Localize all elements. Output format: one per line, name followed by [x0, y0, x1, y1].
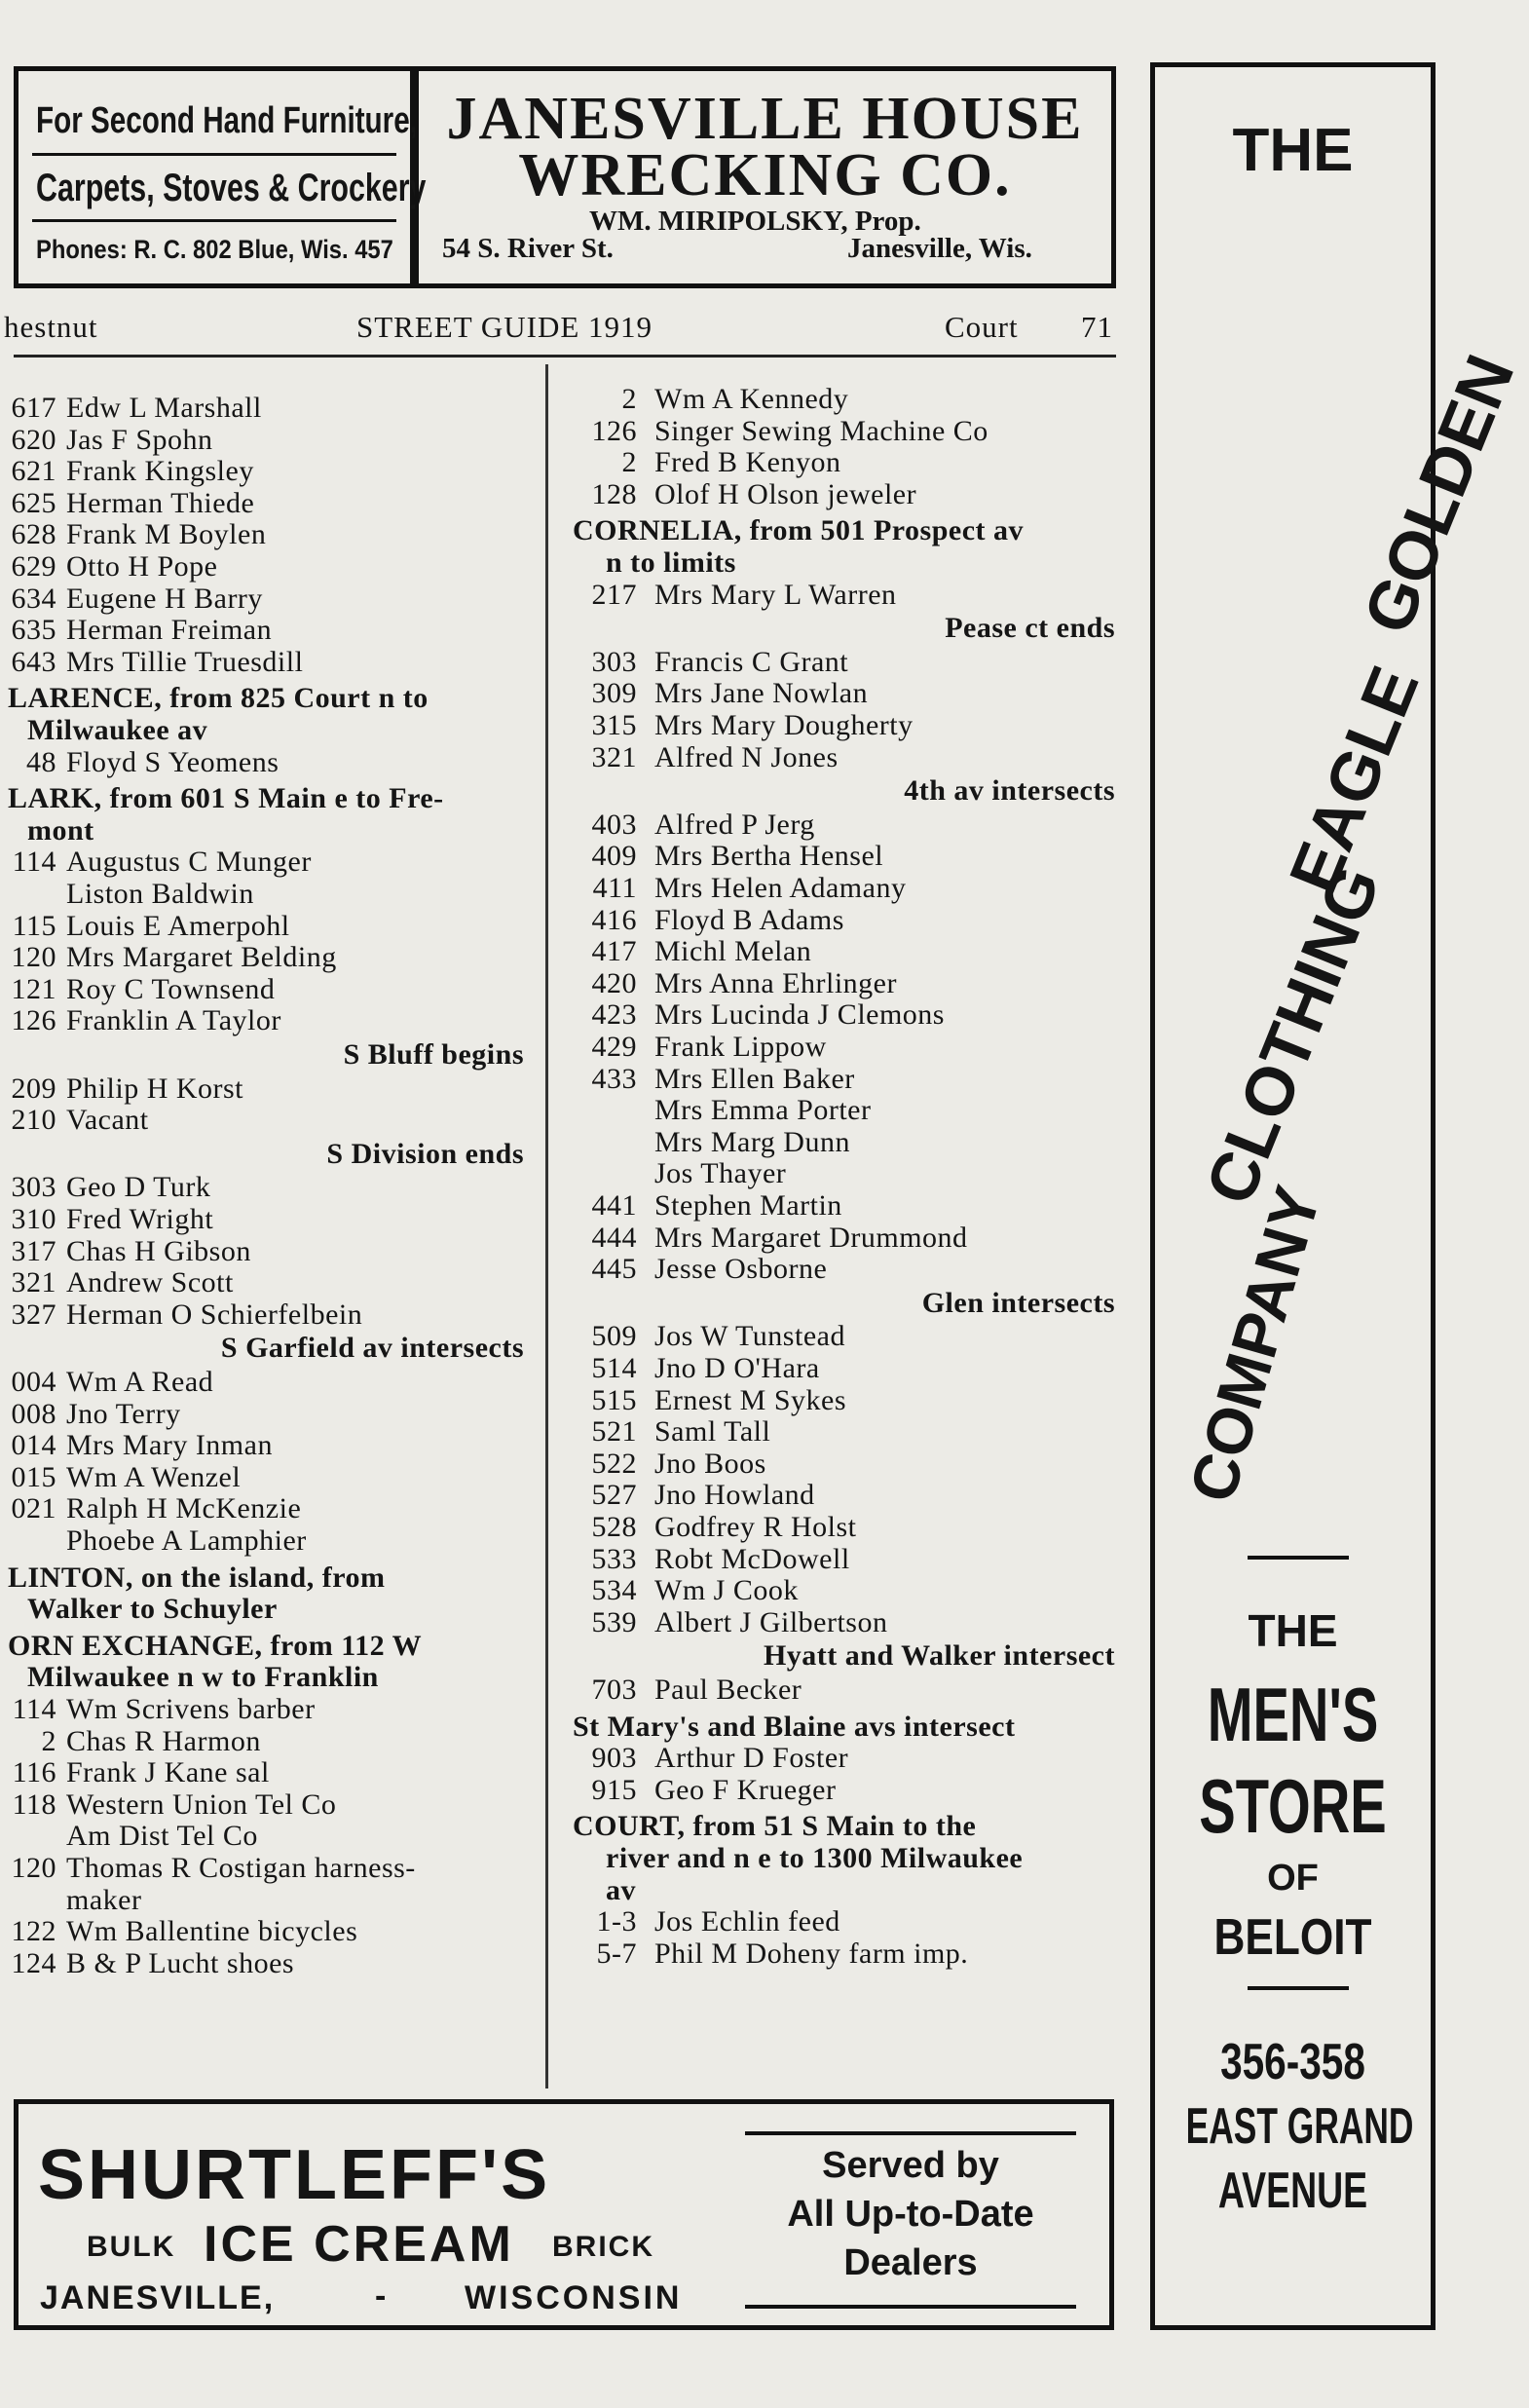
house-number: 403 [591, 808, 637, 841]
resident-name: Wm A Kennedy [654, 383, 849, 415]
resident-name: Otto H Pope [66, 550, 218, 583]
house-number: 625 [11, 486, 56, 519]
shurtleff-ad-city: JANESVILLE, [40, 2279, 276, 2316]
resident-name: Edw L Marshall [66, 392, 262, 424]
house-number: 116 [12, 1756, 56, 1789]
resident-name: Geo F Krueger [654, 1773, 837, 1806]
house-number: 321 [11, 1266, 56, 1299]
shurtleff-ad-name: SHURTLEFF'S [38, 2136, 551, 2214]
resident-name: Floyd S Yeomens [66, 745, 280, 778]
house-number: 310 [11, 1203, 56, 1235]
resident-name: Andrew Scott [66, 1266, 234, 1299]
cross-street-note: S Bluff begins [343, 1038, 524, 1071]
house-number: 915 [591, 1773, 637, 1806]
house-number: 514 [591, 1352, 637, 1384]
resident-name: Louis E Amerpohl [66, 909, 290, 942]
resident-name: Michl Melan [654, 935, 812, 968]
house-number: 2 [41, 1724, 56, 1757]
eagle-ad-street: EAST GRAND [1185, 2098, 1414, 2155]
resident-name: maker [66, 1883, 142, 1916]
eagle-ad-golden: GOLDEN [1348, 344, 1529, 644]
resident-name: Herman O Schierfelbein [66, 1298, 363, 1331]
resident-name: Frank J Kane sal [66, 1756, 270, 1789]
house-number: 327 [11, 1298, 56, 1331]
wrecking-ad-title2: WRECKING CO. [518, 142, 1012, 208]
house-number: 417 [591, 935, 637, 968]
resident-name: Mrs Margaret Drummond [654, 1221, 968, 1254]
resident-name: Stephen Martin [654, 1189, 842, 1222]
resident-name: Ralph H McKenzie [66, 1492, 302, 1525]
house-number: 209 [11, 1072, 56, 1105]
resident-name: Jesse Osborne [654, 1253, 828, 1286]
resident-name: Augustus C Munger [66, 846, 312, 879]
golden-eagle-ad [1150, 62, 1529, 2330]
house-number: 420 [591, 966, 637, 999]
resident-name: Fred B Kenyon [654, 446, 841, 479]
house-number: 620 [11, 423, 56, 456]
eagle-ad-the: THE [1232, 117, 1354, 184]
house-number: 120 [11, 1852, 56, 1884]
house-number: 621 [11, 455, 56, 488]
eagle-ad-of: OF [1267, 1858, 1319, 1899]
resident-name: Jas F Spohn [66, 423, 213, 456]
resident-name: Herman Freiman [66, 614, 273, 647]
house-number: 124 [11, 1946, 56, 1979]
resident-name: Jos Echlin feed [654, 1905, 840, 1938]
cross-street-note: Hyatt and Walker intersect [763, 1639, 1115, 1673]
resident-name: Frank Lippow [654, 1031, 827, 1063]
house-number: 903 [591, 1742, 637, 1775]
resident-name: Jos Thayer [654, 1157, 787, 1190]
resident-name: Mrs Mary Dougherty [654, 709, 914, 741]
furniture-ad [14, 66, 427, 288]
resident-name: Mrs Tillie Truesdill [66, 645, 304, 678]
resident-name: Jno Boos [654, 1447, 766, 1480]
resident-name: Am Dist Tel Co [66, 1820, 258, 1853]
resident-name: Frank M Boylen [66, 518, 267, 551]
house-number: 217 [591, 578, 637, 611]
resident-name: Mrs Mary L Warren [654, 578, 897, 611]
header-right-street: Court [945, 310, 1019, 344]
resident-name: Thomas R Costigan harness- [66, 1852, 416, 1884]
shurtleff-ad-served3: Dealers [843, 2242, 978, 2283]
resident-name: Mrs Anna Ehrlinger [654, 966, 897, 999]
street-heading: n to limits [606, 546, 736, 579]
house-number: 126 [11, 1004, 56, 1037]
resident-name: Ernest M Sykes [654, 1383, 846, 1416]
house-number: 2 [621, 383, 637, 415]
resident-name: Vacant [66, 1104, 149, 1137]
house-number: 5-7 [596, 1937, 637, 1970]
resident-name: Mrs Marg Dunn [654, 1125, 850, 1158]
header-page-number: 71 [1081, 310, 1113, 344]
wrecking-ad-title1: JANESVILLE HOUSE [446, 86, 1084, 152]
house-number: 429 [591, 1031, 637, 1063]
street-heading: LARK, from 601 S Main e to Fre- [8, 782, 444, 815]
eagle-ad-rule [1248, 1986, 1349, 1990]
resident-name: Mrs Margaret Belding [66, 941, 337, 974]
street-heading: LARENCE, from 825 Court n to [8, 682, 429, 715]
resident-name: Roy C Townsend [66, 972, 276, 1005]
resident-name: Phil M Doheny farm imp. [654, 1937, 969, 1970]
street-heading: ORN EXCHANGE, from 112 W [8, 1629, 423, 1662]
resident-name: Robt McDowell [654, 1542, 850, 1575]
wrecking-ad-city: Janesville, Wis. [847, 233, 1032, 264]
house-number: 114 [12, 1693, 56, 1725]
house-number: 122 [11, 1915, 56, 1948]
house-number: 008 [11, 1397, 56, 1430]
resident-name: Paul Becker [654, 1674, 802, 1706]
resident-name: Chas H Gibson [66, 1234, 251, 1267]
house-number: 48 [26, 745, 56, 778]
resident-name: Alfred P Jerg [654, 808, 815, 841]
eagle-ad-number: 356-358 [1220, 2034, 1365, 2090]
resident-name: Wm A Wenzel [66, 1460, 242, 1493]
street-heading: Milwaukee av [27, 714, 208, 746]
cross-street-note: S Garfield av intersects [220, 1332, 524, 1365]
house-number: 416 [591, 903, 637, 936]
resident-name: Saml Tall [654, 1415, 771, 1449]
resident-name: Wm J Cook [654, 1574, 799, 1607]
house-number: 014 [11, 1429, 56, 1462]
house-number: 433 [591, 1062, 637, 1095]
shurtleff-ad-served-box [745, 2131, 1076, 2309]
house-number: 120 [11, 941, 56, 974]
house-number: 114 [12, 846, 56, 879]
house-number: 015 [11, 1460, 56, 1493]
resident-name: Mrs Mary Inman [66, 1429, 273, 1462]
eagle-ad-the2: THE [1248, 1605, 1338, 1656]
resident-name: Francis C Grant [654, 645, 849, 678]
resident-name: Mrs Emma Porter [654, 1094, 872, 1127]
resident-name: Philip H Korst [66, 1072, 244, 1105]
house-number: 021 [11, 1492, 56, 1525]
house-number: 409 [591, 840, 637, 873]
resident-name: Singer Sewing Machine Co [654, 414, 988, 447]
shurtleff-ad [14, 2099, 1114, 2330]
house-number: 004 [11, 1366, 56, 1398]
resident-name: Jos W Tunstead [654, 1320, 845, 1353]
eagle-ad-rule [1248, 1556, 1349, 1560]
eagle-ad-beloit: BELOIT [1213, 1909, 1372, 1966]
resident-name: Floyd B Adams [654, 903, 844, 936]
cross-street-note: 4th av intersects [904, 774, 1115, 808]
resident-name: Jno Howland [654, 1479, 815, 1512]
house-number: 521 [591, 1415, 637, 1449]
street-heading: river and n e to 1300 Milwaukee [606, 1842, 1024, 1874]
house-number: 539 [591, 1605, 637, 1638]
house-number: 2 [621, 446, 637, 479]
cross-street-note: S Division ends [326, 1137, 524, 1170]
shurtleff-ad-bulk: BULK [87, 2231, 176, 2263]
eagle-ad-company: COMPANY [1175, 1178, 1334, 1510]
house-number: 528 [591, 1511, 637, 1543]
furniture-ad-rule [32, 153, 396, 156]
house-number: 515 [591, 1383, 637, 1416]
resident-name: Mrs Jane Nowlan [654, 677, 869, 710]
house-number: 643 [11, 645, 56, 678]
house-number: 629 [11, 550, 56, 583]
street-heading: mont [27, 813, 94, 847]
resident-name: Olof H Olson jeweler [654, 477, 917, 510]
house-number: 635 [11, 614, 56, 647]
street-heading: St Mary's and Blaine avs intersect [573, 1710, 1016, 1743]
resident-name: Jno D O'Hara [654, 1352, 820, 1384]
furniture-ad-rule [32, 219, 396, 222]
eagle-ad-mens: MEN'S [1207, 1672, 1379, 1757]
house-number: 634 [11, 582, 56, 615]
house-number: 703 [591, 1674, 637, 1706]
house-number: 128 [591, 477, 637, 510]
street-heading: LINTON, on the island, from [8, 1561, 386, 1594]
resident-name: Mrs Helen Adamany [654, 872, 907, 904]
house-number: 441 [591, 1189, 637, 1222]
house-number: 115 [12, 909, 56, 942]
house-number: 303 [591, 645, 637, 678]
house-number: 527 [591, 1479, 637, 1512]
house-number: 309 [591, 677, 637, 710]
house-number: 628 [11, 518, 56, 551]
resident-name: Wm Ballentine bicycles [66, 1915, 358, 1948]
wrecking-ad-prop: WM. MIRIPOLSKY, Prop. [589, 206, 921, 237]
resident-name: Geo D Turk [66, 1171, 211, 1204]
house-number: 317 [11, 1234, 56, 1267]
house-number: 315 [591, 709, 637, 741]
resident-name: Jno Terry [66, 1397, 181, 1430]
header-title: STREET GUIDE 1919 [356, 310, 653, 344]
house-number: 522 [591, 1447, 637, 1480]
resident-name: Phoebe A Lamphier [66, 1524, 307, 1557]
eagle-ad-avenue: AVENUE [1217, 2163, 1368, 2219]
house-number: 444 [591, 1221, 637, 1254]
resident-name: Fred Wright [66, 1203, 214, 1235]
house-number: 534 [591, 1574, 637, 1607]
resident-name: Mrs Bertha Hensel [654, 840, 884, 873]
street-heading: COURT, from 51 S Main to the [573, 1810, 977, 1843]
house-number: 118 [12, 1787, 56, 1821]
resident-name: Mrs Ellen Baker [654, 1062, 855, 1095]
house-number: 617 [11, 392, 56, 424]
house-number: 321 [591, 740, 637, 773]
house-number: 126 [591, 414, 637, 447]
header-left-street: hestnut [4, 310, 98, 344]
house-number: 445 [591, 1253, 637, 1286]
eagle-ad-eagle: EAGLE [1274, 656, 1434, 903]
shurtleff-ad-dash: - [375, 2277, 387, 2314]
street-heading: av [606, 1873, 636, 1906]
resident-name: Liston Baldwin [66, 878, 254, 910]
shurtleff-ad-served1: Served by [822, 2145, 999, 2186]
house-number: 121 [11, 972, 56, 1005]
eagle-ad-store: STORE [1199, 1763, 1387, 1849]
shurtleff-ad-ice-cream: ICE CREAM [204, 2216, 514, 2273]
resident-name: Albert J Gilbertson [654, 1605, 888, 1638]
house-number: 509 [591, 1320, 637, 1353]
furniture-ad-line1: For Second Hand Furniture, [36, 100, 418, 141]
resident-name: Wm A Read [66, 1366, 214, 1398]
resident-name: Arthur D Foster [654, 1742, 849, 1775]
resident-name: Eugene H Barry [66, 582, 263, 615]
resident-name: Franklin A Taylor [66, 1004, 281, 1037]
shurtleff-ad-brick: BRICK [552, 2231, 654, 2263]
resident-name: Frank Kingsley [66, 455, 254, 488]
eagle-ad-clothing: CLOTHING [1190, 855, 1396, 1215]
street-heading: Milwaukee n w to Franklin [27, 1661, 379, 1694]
wrecking-ad-address: 54 S. River St. [442, 233, 614, 264]
resident-name: Western Union Tel Co [66, 1787, 337, 1821]
resident-name: B & P Lucht shoes [66, 1946, 295, 1979]
house-number: 423 [591, 998, 637, 1032]
furniture-ad-line2: Carpets, Stoves & Crockery [36, 167, 427, 209]
shurtleff-ad-served2: All Up-to-Date [787, 2194, 1034, 2235]
house-number: 1-3 [596, 1905, 637, 1938]
cross-street-note: Glen intersects [921, 1286, 1115, 1319]
house-number: 533 [591, 1542, 637, 1575]
house-number: 303 [11, 1171, 56, 1204]
house-number: 411 [592, 872, 637, 904]
resident-name: Wm Scrivens barber [66, 1693, 316, 1725]
cross-street-note: Pease ct ends [945, 612, 1115, 645]
furniture-ad-phones: Phones: R. C. 802 Blue, Wis. 457 [36, 235, 393, 264]
street-heading: Walker to Schuyler [27, 1593, 278, 1626]
wrecking-ad [415, 66, 1116, 288]
header-rule [14, 355, 1116, 357]
resident-name: Herman Thiede [66, 486, 255, 519]
resident-name: Alfred N Jones [654, 740, 839, 773]
house-number: 210 [11, 1104, 56, 1137]
shurtleff-ad-state: WISCONSIN [465, 2279, 683, 2316]
resident-name: Godfrey R Holst [654, 1511, 857, 1543]
resident-name: Chas R Harmon [66, 1724, 261, 1757]
street-heading: CORNELIA, from 501 Prospect av [573, 514, 1025, 547]
resident-name: Mrs Lucinda J Clemons [654, 998, 945, 1032]
